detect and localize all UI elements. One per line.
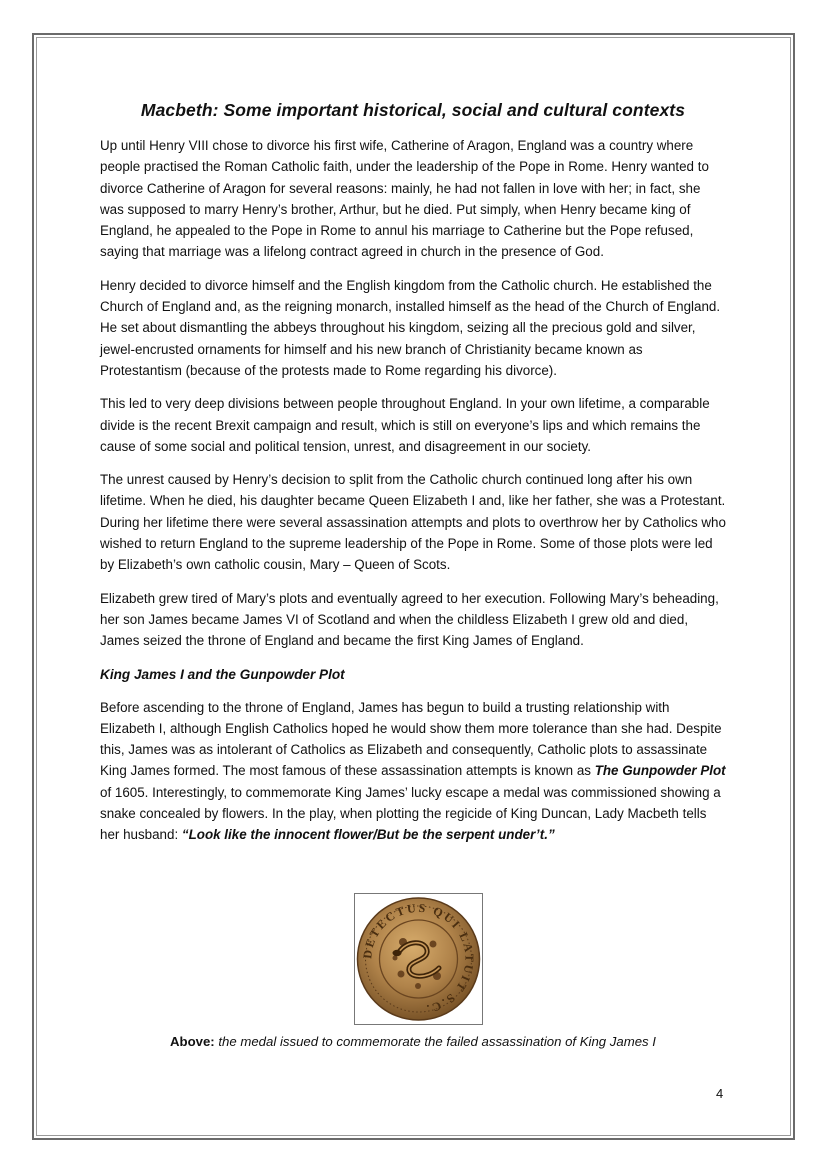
- macbeth-quote: “Look like the innocent flower/But be the serpent under’t.”: [181, 827, 555, 843]
- paragraph-5: Elizabeth grew tired of Mary’s plots and eventually agreed to her execution. Following Mary’s beheading, her son James became James VI of Scotland and when the childless Elizabeth I grew old and died, James seized the throne of England and became the first King James of England.: [100, 590, 719, 649]
- medal-image: [354, 893, 483, 1025]
- paragraph-6: [100, 697, 726, 846]
- document-title: Macbeth: Some important historical, social and cultural contexts: [140, 100, 686, 120]
- caption-text: the medal issued to commemorate the failed assassination of King James I: [214, 1034, 656, 1049]
- paragraph-1: Up until Henry VIII chose to divorce his first wife, Catherine of Aragon, England was a country where people practised the Roman Catholic faith, under the leadership of the Pope in Rome. Henry wanted to divorce Catherine of Aragon for several reasons: mainly, he had not fallen in love with her; in fact, she was supposed to marry Henry’s brother, Arthur, but he died. Put simply, when Henry became king of England, he appealed to the Pope in Rome to annul his marriage to Catherine but the Pope refused, saying that marriage was a lifelong contract agreed in church in the presence of God.: [100, 138, 709, 260]
- document-body: [100, 100, 726, 858]
- image-caption: [100, 1034, 726, 1049]
- section-heading: King James I and the Gunpowder Plot: [100, 666, 345, 682]
- paragraph-4: The unrest caused by Henry’s decision to split from the Catholic church continued long after his own lifetime. When he died, his daughter became Queen Elizabeth I and, like her father, she was a Protestant. During her lifetime there were several assassination attempts and plots to overthrow her by Catholics who wished to return England to the supreme leadership of the Pope in Rome. Some of those plots were led by Elizabeth’s own catholic cousin, Mary – Queen of Scots.: [100, 472, 726, 573]
- caption-label: Above:: [170, 1034, 215, 1049]
- medal-inscription: DETECTUS QUI LATUIT S.C.: [360, 900, 477, 1017]
- paragraph-2: Henry decided to divorce himself and the English kingdom from the Catholic church. He established the Church of England and, as the reigning monarch, installed himself as the head of the Church of England. He set about dismantling the abbeys throughout his kingdom, seizing all the precious gold and silver, jewel-encrusted ornaments for himself and his new branch of Christianity became known as Protestantism (because of the protests made to Rome regarding his divorce).: [100, 277, 721, 378]
- paragraph-6-text-a: Before ascending to the throne of England, James has begun to build a trusting relationship with Elizabeth I, although English Catholics hoped he would show them more tolerance than she had. Despite this, James was as intolerant of Catholics as Elizabeth and consequently, Catholic plots to assassinate King James formed. The most famous of these assassination attempts is known as: [100, 699, 722, 779]
- paragraph-3: This led to very deep divisions between people throughout England. In your own lifetime, a comparable divide is the recent Brexit campaign and result, which is still on everyone’s lips and which remains the cause of some social and political tension, unrest, and disagreement in our society.: [100, 396, 710, 454]
- page-number: 4: [716, 1086, 724, 1101]
- paragraph-6-text-b: of 1605. Interestingly, to commemorate King James’ lucky escape a medal was commissioned showing a snake concealed by flowers. In the play, when plotting the regicide of King Duncan, Lady Macbeth tells her husband:: [100, 784, 721, 843]
- gunpowder-plot-emphasis: The Gunpowder Plot: [594, 763, 726, 779]
- medal-illustration: [355, 894, 482, 1024]
